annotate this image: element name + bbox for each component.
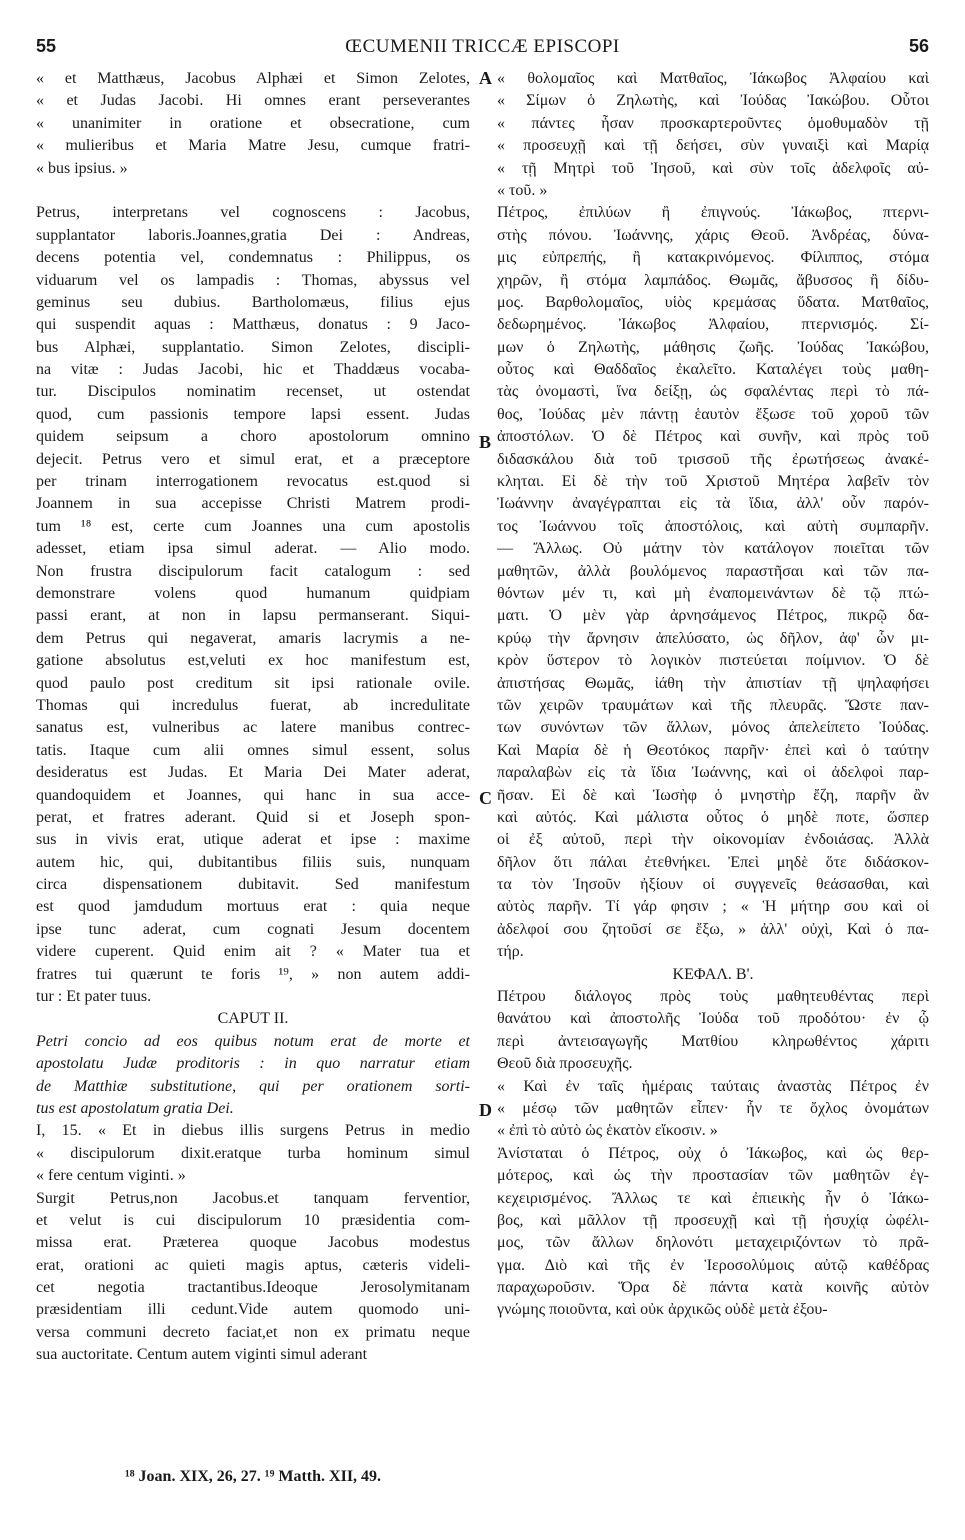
text-line: præsidentiam illi cedunt.Vide autem quomodo uni- xyxy=(36,1301,470,1319)
text-line: sus in vivis erat, utique aderat et ipse : maxime xyxy=(36,831,470,849)
text-line: geminus seu dubius. Bartholomæus, filius ejus xyxy=(36,293,470,311)
text-line: θος, Ἰούδας μὲν πάντῃ ἑαυτὸν ἔξωσε τοῦ χοροῦ τῶν xyxy=(497,405,929,423)
text-line: κρὸν ὕστερον τὸ λογικὸν πιστεύεται ποίμνιον. Ὁ δὲ xyxy=(497,652,929,670)
text-line: περὶ ἀντεισαγωγῆς Ματθίου κληρωθέντος χάριτι xyxy=(497,1032,929,1050)
text-line: « ἐπὶ τὸ αὐτὸ ὡς ἑκατὸν εἴκοσιν. » xyxy=(497,1122,718,1140)
text-line: μος. Βαρθολομαῖος, υἱὸς κρεμάσας ὕδατα. Ματθαῖος, xyxy=(497,293,929,311)
text-line: sua auctoritate. Centum autem viginti simul aderant xyxy=(36,1346,368,1364)
text-line: apostolatu Judæ proditoris : in quo narratur etiam xyxy=(36,1055,470,1073)
text-line: μις εὐπρεπής, ἢ κατακρινόμενος. Φίλιππος, στόμα xyxy=(497,249,929,267)
text-line: quandoquidem et Joannes, qui hanc in sua acce- xyxy=(36,786,470,804)
text-line: Non frustra discipulorum facit catalogum : sed xyxy=(36,562,470,580)
text-line: dem Petrus qui negaverat, amaris lacrymis a ne- xyxy=(36,629,470,647)
text-line: Ἰωάννην ἀναγέγραπται εἰς τὰ ἴδια, ἀλλ' οὖν παρόν- xyxy=(497,495,929,513)
page-number-left: 55 xyxy=(36,36,57,56)
text-line: τῶν χειρῶν τραυμάτων καὶ τῆς πλευρᾶς. Ὥστε παν- xyxy=(497,696,929,714)
text-line: παραλαβὼν εἰς τὰ ἴδια Ἰωάννης, καὶ οἱ ἀδελφοὶ παρ- xyxy=(497,764,929,782)
text-line xyxy=(36,180,470,202)
text-line: adesset, etiam ipsa simul aderat. — Alio modo. xyxy=(36,540,470,558)
text-line: autem hic, qui, dubitantibus filiis suis, nunquam xyxy=(36,853,470,871)
text-line: αὐτὸς παρῆν. Τί γάρ φησιν ; « Ἡ μήτηρ σου καὶ οἱ xyxy=(497,898,929,916)
text-line: καὶ αὐτός. Καὶ μάλιστα οὗτος ὁ μηδὲ ποτε, ὥσπερ xyxy=(497,808,929,826)
text-line: « Καὶ ἐν ταῖς ἡμέραις ταύταις ἀναστὰς Πέτρος ἐν xyxy=(497,1077,929,1095)
margin-marker-c: C xyxy=(479,788,492,808)
text-line: « προσευχῇ καὶ τῇ δεήσει, σὺν γυναιξὶ καὶ Μαρίᾳ xyxy=(497,137,929,155)
text-line: Ἀνίσταται ὁ Πέτρος, οὐχ ὁ Ἰάκωβος, καὶ ὡς θερ- xyxy=(497,1144,929,1162)
latin-column xyxy=(36,68,470,1367)
text-line: de Matthiæ substitutione, qui per orationem sorti- xyxy=(36,1077,470,1095)
greek-chapter-heading: ΚΕΦΑΛ. Β'. xyxy=(672,965,754,983)
text-line: τὰς ὀνομαστὶ, ἵνα δείξῃ, ὡς σφαλέντας περὶ τὸ πά- xyxy=(497,383,929,401)
text-line: ματι. Ὁ μὲν γὰρ ἀρνησάμενος Πέτρος, πικρῷ δα- xyxy=(497,607,929,625)
text-line: κεχειρισμένος. Ἄλλως τε καὶ ἐπιεικὴς ἦν ὁ Ἰάκω- xyxy=(497,1189,929,1207)
text-line: Καὶ Μαρία δὲ ἡ Θεοτόκος παρῆν· ἐπεὶ καὶ ὁ ταύτην xyxy=(497,741,929,759)
text-line: et velut is cui discipulorum 10 præsidentia com- xyxy=(36,1211,470,1229)
text-line: ἀδελφοί σου ζητοῦσί σε ἔξω, » ἀλλ' οὐχὶ, Καὶ ὁ πα- xyxy=(497,920,929,938)
latin-chapter-heading: CAPUT II. xyxy=(217,1010,289,1028)
latin-chapter-summary xyxy=(36,1031,470,1121)
running-header xyxy=(36,36,929,66)
text-line: Petri concio ad eos quibus notum erat de morte et xyxy=(36,1032,470,1050)
text-line: γμα. Διὸ καὶ τῆς ἐν Ἱεροσολύμοις αὐτῷ καθέδρας xyxy=(497,1256,929,1274)
text-line: I, 15. « Et in diebus illis surgens Petrus in medio xyxy=(36,1122,470,1140)
text-line: videre cuperent. Quid enim ait ? « Mater tua et xyxy=(36,943,470,961)
text-line: demonstrare volens quod humanum quidpiam xyxy=(36,584,470,602)
text-line: τήρ. xyxy=(497,943,524,961)
text-line: « τοῦ. » xyxy=(497,181,548,199)
text-line: missa erat. Præterea quoque Jacobus modestus xyxy=(36,1234,470,1252)
text-line: μος, τῶν ἄλλων δηλονότι μεταχειριζόντων τὸ πρᾶ- xyxy=(497,1234,929,1252)
text-line: τος Ἰωάννου τοῖς ἀποστόλοις, καὶ αὐτὴ συμπαρῆν. xyxy=(497,517,929,535)
text-line: ἀποστόλων. Ὁ δὲ Πέτρος καὶ συνῆν, καὶ πρὸς τοῦ xyxy=(497,428,929,446)
text-line: « Σίμων ὁ Ζηλωτὴς, καὶ Ἰούδας Ἰακώβου. Οὗτοι xyxy=(497,92,929,110)
margin-marker-a: A xyxy=(479,68,492,88)
text-line: τα τὸν Ἰησοῦν ἠξίουν οἱ συγγενεῖς θεάσασθαι, καὶ xyxy=(497,876,929,894)
text-line: Joannem in sua accepisse Christi Matrem prodi- xyxy=(36,495,470,513)
running-title: ŒCUMENII TRICCÆ EPISCOPI xyxy=(345,36,620,57)
text-line: tur. Discipulos nominatim recenset, ut ostendat xyxy=(36,383,470,401)
text-line: θανάτου καὶ ἀποστολῆς Ἰούδα τοῦ προδότου· ἐν ᾧ xyxy=(497,1010,929,1028)
text-line: δεδωρημένος. Ἰάκωβος Ἀλφαίου, πτερνισμός. Σί- xyxy=(497,316,929,334)
text-line: per trinam interrogationem revocatus est.quod si xyxy=(36,473,470,491)
text-line: « bus ipsius. » xyxy=(36,159,128,177)
footnotes: ¹⁸ Joan. XIX, 26, 27. ¹⁹ Matth. XII, 49. xyxy=(124,1468,382,1485)
text-line: βος, καὶ μᾶλλον τῇ προσευχῇ καὶ τῇ ἡσυχίᾳ ὠφέλι- xyxy=(497,1211,929,1229)
text-line: θόντων μέν τι, καὶ μὴ ἐναπομεινάντων δὲ τῷ πτώ- xyxy=(497,584,929,602)
text-line: decens potentia vel, condemnatus : Philippus, os xyxy=(36,249,470,267)
text-line: erat, orationi ac quieti magis aptus, cæteris videli- xyxy=(36,1256,470,1274)
text-line: ipse tunc aderat, cum cognati Jesum docentem xyxy=(36,920,470,938)
text-line: tatis. Itaque cum alii omnes simul essent, solus xyxy=(36,741,470,759)
text-line: μαθητῶν, ἀλλὰ βουλόμενος παραστῆσαι καὶ τῶν πα- xyxy=(497,562,929,580)
text-line: quod paulo post creditum sit ipsi rationale ovile. xyxy=(36,674,470,692)
latin-main-text xyxy=(36,68,470,1008)
text-line: quod, cum passionis tempore lapsi essent. Judas xyxy=(36,405,470,423)
text-line: « et Matthæus, Jacobus Alphæi et Simon Zelotes, xyxy=(36,70,470,87)
text-line: γνώμης ποιοῦντα, καὶ οὐκ ἀρχικῶς οὐδὲ μετὰ ἐξου- xyxy=(497,1301,828,1319)
text-line: supplantator laboris.Joannes,gratia Dei : Andreas, xyxy=(36,226,470,244)
text-line: circa dispensationem dubitavit. Sed manifestum xyxy=(36,876,470,894)
text-line: Θεοῦ διὰ προσευχῆς. xyxy=(497,1055,633,1073)
greek-chapter-summary xyxy=(497,986,929,1076)
text-line: « fere centum viginti. » xyxy=(36,1167,186,1185)
text-line: παραχωροῦσιν. Ὅρα δὲ πάντα κατὰ κοινῆς αὐτὸν xyxy=(497,1279,929,1297)
text-line: Πέτρος, ἐπιλύων ἢ ἐπιγνούς. Ἰάκωβος, πτερνι- xyxy=(497,204,929,222)
text-line: μότερος, καὶ ὡς τὴν προστασίαν τῶν μαθητῶν ἐγ- xyxy=(497,1167,929,1185)
text-line: ἀπιστήσας Θωμᾶς, ἰάθη τὴν ἀπιστίαν τῇ ψηλαφήσει xyxy=(497,674,929,692)
text-line: passi erant, at non in lapsu permanserant. Siqui- xyxy=(36,607,470,625)
text-line: οἱ ἐξ αὐτοῦ, περὶ τὴν οἰκονομίαν ἐνδοιάσας. Ἀλλὰ xyxy=(497,831,929,849)
text-line: viduarum vel os lampadis : Thomas, abyssus vel xyxy=(36,271,470,289)
text-line: bus Alphæi, supplantatio. Simon Zelotes, discipli- xyxy=(36,338,470,356)
text-line: ῆσαν. Εἰ δὲ καὶ Ἰωσὴφ ὁ μνηστὴρ ἔζη, παρῆν ἂν xyxy=(497,786,929,804)
text-line: Πέτρου διάλογος πρὸς τοὺς μαθητευθέντας περὶ xyxy=(497,988,929,1006)
latin-main-text-2 xyxy=(36,1120,470,1366)
greek-column xyxy=(497,68,929,1322)
text-line: « θολομαῖος καὶ Ματθαῖος, Ἰάκωβος Ἀλφαίου καὶ xyxy=(497,70,929,87)
text-line: Surgit Petrus,non Jacobus.et tanquam ferventior, xyxy=(36,1189,470,1207)
text-line: των συνόντων τῶν ἄλλων, μόνος ἀπελείπετο Ἰούδας. xyxy=(497,719,929,737)
text-line: Thomas qui incredulus fuerat, ab incredulitate xyxy=(36,696,470,714)
text-line: gatione absolutus est,veluti ex hoc manifestum est, xyxy=(36,652,470,670)
text-line: οὗτος καὶ Θαδδαῖος ἐκαλεῖτο. Καταλέγει τοὺς μαθη- xyxy=(497,361,929,379)
text-line: διδασκάλου διὰ τοῦ τρισσοῦ τῆς ἐρωτήσεως ἀνακέ- xyxy=(497,450,929,468)
text-line: Petrus, interpretans vel cognoscens : Jacobus, xyxy=(36,204,470,222)
text-line: fratres tui quærunt te foris ¹⁹, » non autem addi- xyxy=(36,965,470,983)
margin-marker-d: D xyxy=(479,1100,492,1120)
greek-main-text-2 xyxy=(497,1076,929,1322)
text-line: est quod jamdudum mortuus erat : quia neque xyxy=(36,898,470,916)
text-line: — Ἄλλως. Οὐ μάτην τὸν κατάλογον ποιεῖται τῶν xyxy=(497,540,929,558)
text-line: versa communi decreto faciat,et non ex primatu neque xyxy=(36,1323,470,1341)
text-line: κρύῳ τὴν ἄρνησιν ἀπελύσατο, ὡς δῆλον, ἀφ' ὧν μι- xyxy=(497,629,929,647)
text-line: quidem seipsum a choro apostolorum omnino xyxy=(36,428,470,446)
text-line: tus est apostolatum gratia Dei. xyxy=(36,1099,234,1117)
text-line: κληται. Εἰ δὲ τὴν τοῦ Χριστοῦ Μητέρα λαβεῖν τὸν xyxy=(497,473,929,491)
text-line: tur : Et pater tuus. xyxy=(36,988,152,1006)
text-line: « mulieribus et Maria Matre Jesu, cumque fratri- xyxy=(36,137,470,155)
text-line: χηρῶν, ἢ στόμα λαμπάδος. Θωμᾶς, ἄβυσσος ἢ δίδυ- xyxy=(497,271,929,289)
greek-main-text xyxy=(497,68,929,964)
text-line: « πάντες ἦσαν προσκαρτεροῦντες ὁμοθυμαδὸν τῇ xyxy=(497,114,929,132)
text-line: perat, et fratres aderant. Quid si et Joseph spon- xyxy=(36,808,470,826)
text-line: desideratus est Judas. Et Maria Dei Mater aderat, xyxy=(36,764,470,782)
text-line: qui suspendit aquas : Matthæus, donatus : 9 Jaco- xyxy=(36,316,470,334)
text-line: dejecit. Petrus vero et simul erat, et a præceptore xyxy=(36,450,470,468)
text-line: « et Judas Jacobi. Hi omnes erant perseverantes xyxy=(36,92,470,110)
text-line: « μέσῳ τῶν μαθητῶν εἶπεν· ἦν τε ὄχλος ὀνομάτων xyxy=(497,1099,929,1117)
text-line: tum ¹⁸ est, certe cum Joannes una cum apostolis xyxy=(36,517,470,535)
text-line: cet negotia tractantibus.Ideoque Jerosolymitanam xyxy=(36,1279,470,1297)
text-line: « unanimiter in oratione et obsecratione, cum xyxy=(36,114,470,132)
margin-marker-b: B xyxy=(479,432,492,452)
text-line: στὴς πόνου. Ἰωάννης, χάρις Θεοῦ. Ἀνδρέας, δύνα- xyxy=(497,226,929,244)
text-line: μων ὁ Ζηλωτὴς, μάθησις ζωῆς. Ἰούδας Ἰακώβου, xyxy=(497,338,929,356)
text-line: na vitæ : Judas Jacobi, hic et Thaddæus vocaba- xyxy=(36,361,470,379)
text-line: δῆλον ὅτι πάλαι ἐτεθνήκει. Ἐπεὶ μηδὲ ὅτε διδάσκον- xyxy=(497,853,929,871)
text-line: sanatus est, vulneribus ac latere manibus contrec- xyxy=(36,719,470,737)
text-line: « discipulorum dixit.eratque turba hominum simul xyxy=(36,1144,470,1162)
page-number-right: 56 xyxy=(908,36,929,56)
text-line: « τῇ Μητρὶ τοῦ Ἰησοῦ, καὶ σὺν τοῖς ἀδελφοῖς αὐ- xyxy=(497,159,929,177)
